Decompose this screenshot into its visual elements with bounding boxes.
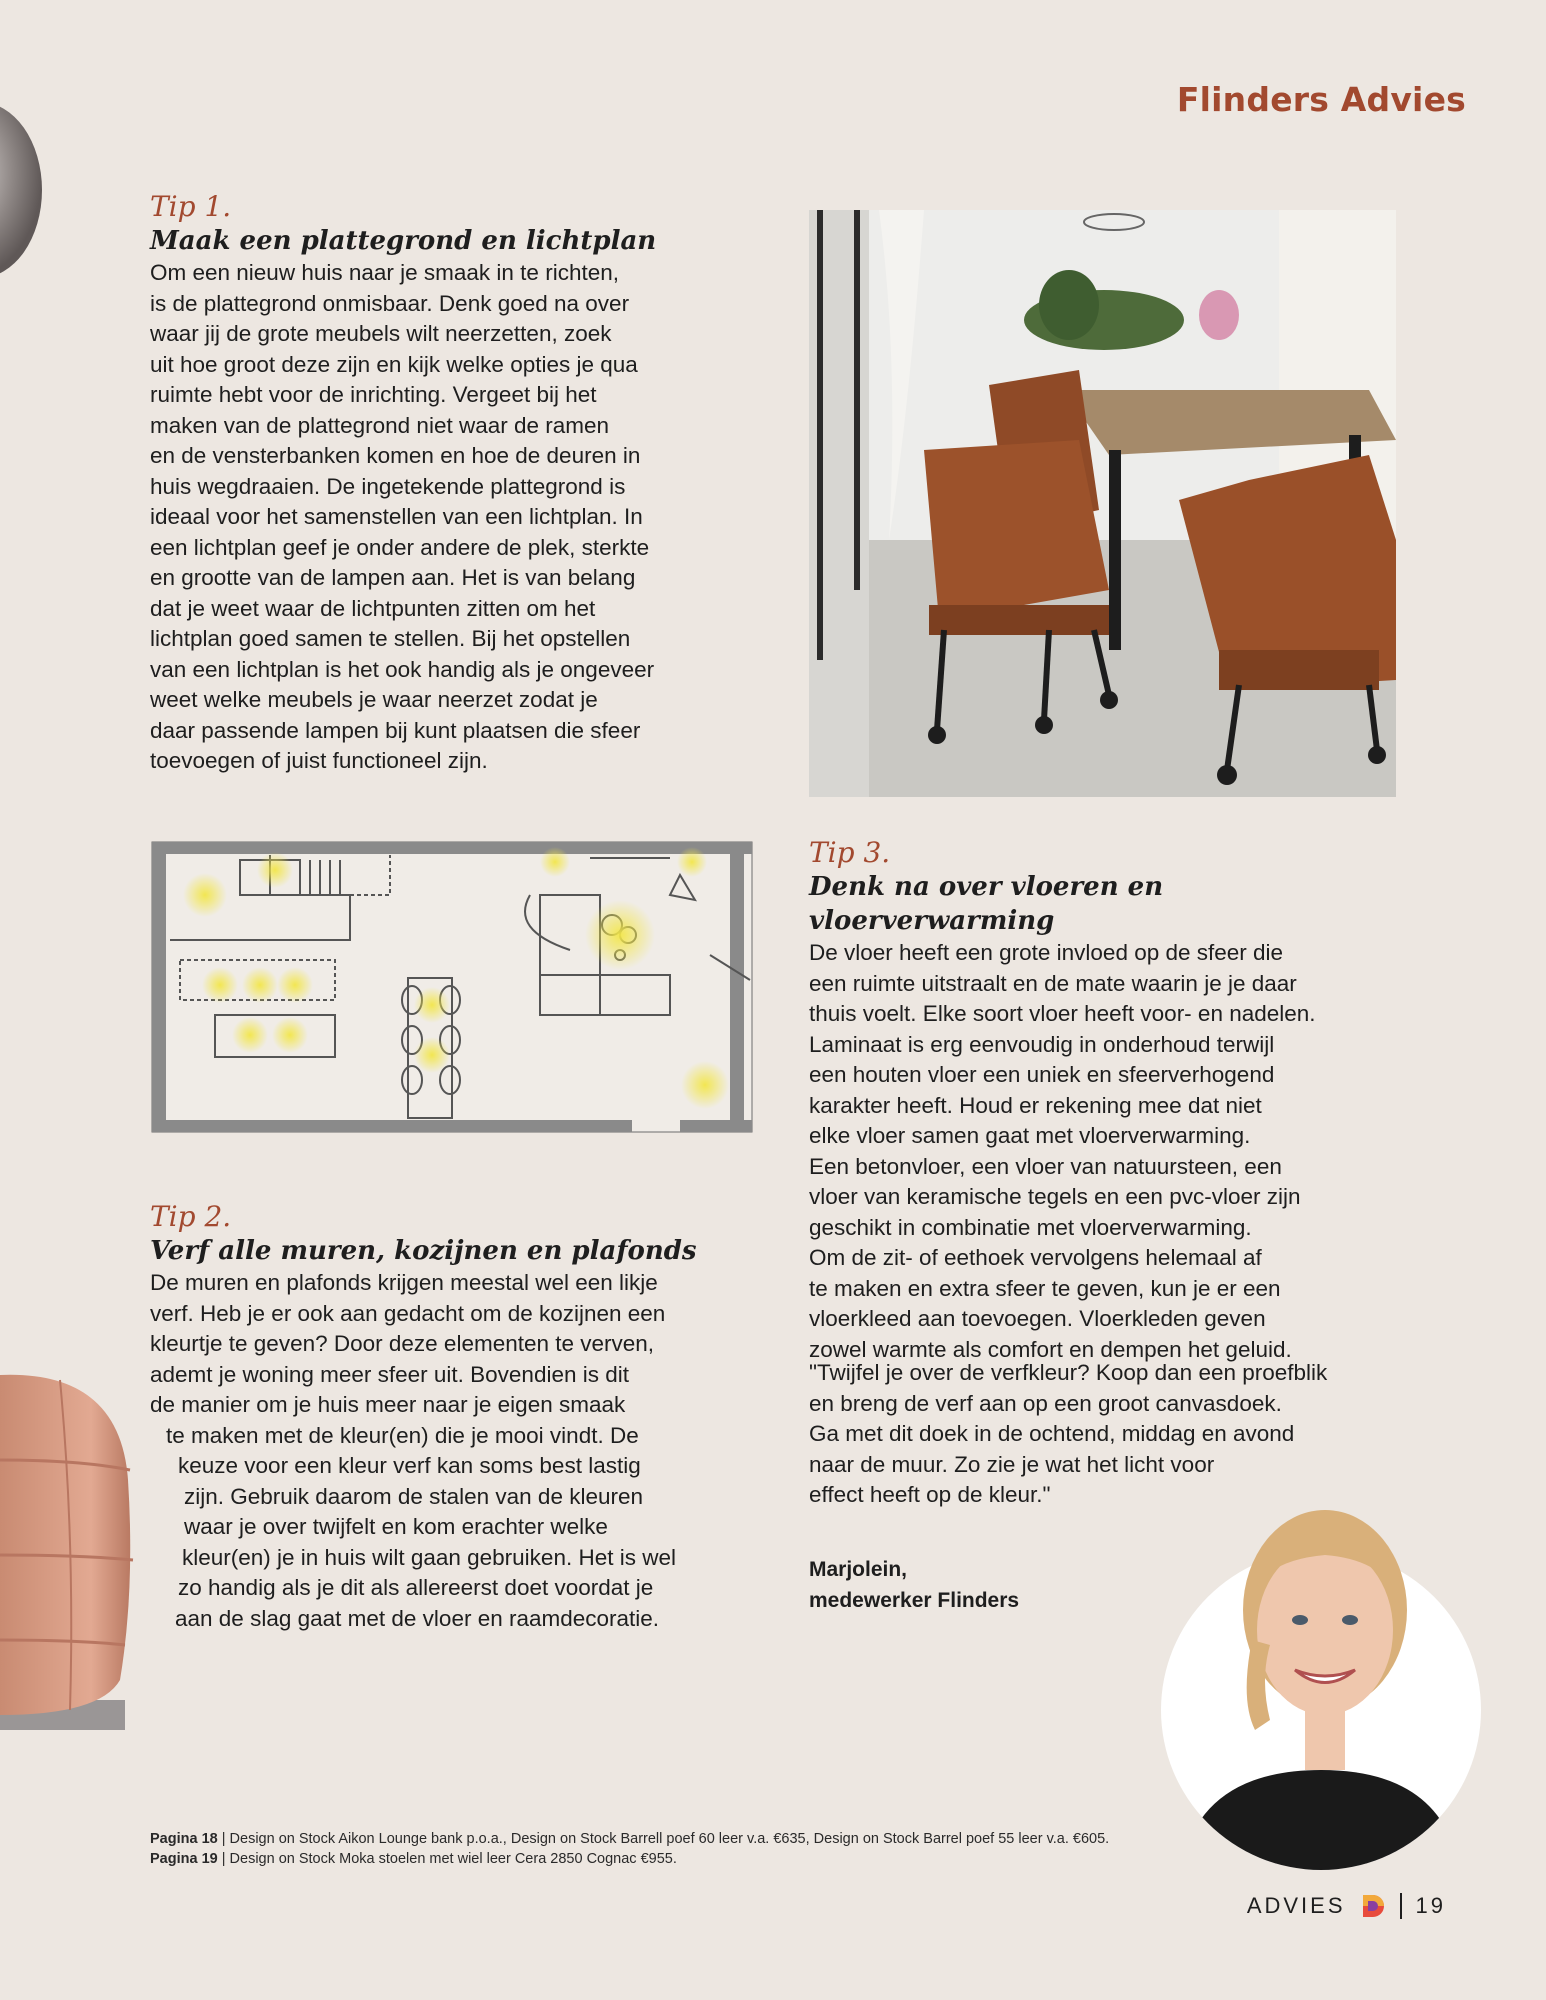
author-name: Marjolein, (809, 1558, 908, 1581)
tip-1-section (150, 190, 740, 777)
text-line: keuze voor een kleur verf kan soms best lastig (178, 1453, 641, 1478)
text-line: Om de zit- of eethoek vervolgens helemaal af (809, 1245, 1262, 1270)
text-line: De muren en plafonds krijgen meestal wel een likje (150, 1270, 658, 1295)
tip-2-section (150, 1200, 740, 1634)
text-line: waar je over twijfelt en kom erachter welke (184, 1514, 608, 1539)
tip-1-title: Maak een plattegrond en lichtplan (150, 226, 657, 256)
text-line: Een betonvloer, een vloer van natuursteen, een (809, 1153, 1282, 1179)
text-line: is de plattegrond onmisbaar. Denk goed na over (150, 290, 630, 316)
text-line: zo handig als je dit als allereerst doet voordat je (178, 1575, 654, 1600)
text-line: ideaal voor het samenstellen van een lichtplan. In (150, 504, 643, 529)
text-line: Om een nieuw huis naar je smaak in te richten, (150, 260, 619, 285)
brand-logo-icon (1360, 1893, 1386, 1919)
footnote-credits (150, 1829, 1130, 1869)
tip-3-body (809, 938, 1409, 1365)
text-line: dat je weet waar de lichtpunten zitten om het (150, 595, 596, 621)
text-line: een lichtplan geef je onder andere de plek, sterkte (150, 534, 650, 560)
quote-line: naar de muur. Zo zie je wat het licht voor (809, 1451, 1215, 1477)
footnote-label: Pagina 18 (150, 1831, 218, 1847)
text-line: een ruimte uitstraalt en de mate waarin je je daar (809, 970, 1297, 996)
section-label: ADVIES (1246, 1893, 1346, 1918)
text-line: ademt je woning meer sfeer uit. Bovendien is dit (150, 1361, 630, 1387)
footnote-text: | Design on Stock Moka stoelen met wiel leer Cera 2850 Cognac €955. (217, 1851, 677, 1867)
author-portrait (1160, 1470, 1482, 1870)
text-line: van een lichtplan is het ook handig als je ongeveer (150, 656, 655, 682)
dining-room-photo (809, 210, 1396, 797)
text-line: Laminaat is erg eenvoudig in onderhoud terwijl (809, 1031, 1275, 1057)
text-line: te maken en extra sfeer te geven, kun je er een (809, 1275, 1281, 1301)
text-line: ruimte hebt voor de inrichting. Vergeet bij het (150, 382, 597, 407)
tip-2-number: Tip 2. (150, 1200, 232, 1233)
quote-line: Ga met dit doek in de ochtend, middag en avond (809, 1421, 1295, 1446)
text-line: toevoegen of juist functioneel zijn. (150, 748, 488, 773)
text-line: en de vensterbanken komen en hoe de deuren in (150, 443, 641, 468)
text-line: vloerkleed aan toevoegen. Vloerkleden geven (809, 1306, 1266, 1331)
text-line: geschikt in combinatie met vloerverwarming. (809, 1214, 1252, 1240)
text-line: zijn. Gebruik daarom de stalen van de kleuren (184, 1483, 644, 1509)
tip-1-number: Tip 1. (150, 190, 232, 223)
text-line: kleurtje te geven? Door deze elementen te verven, (150, 1331, 655, 1356)
text-line: te maken met de kleur(en) die je mooi vindt. De (166, 1422, 639, 1448)
text-line: weet welke meubels je waar neerzet zodat je (150, 687, 598, 712)
text-line: aan de slag gaat met de vloer en raamdecoratie. (175, 1605, 660, 1631)
text-line: en grootte van de lampen aan. Het is van belang (150, 565, 636, 590)
text-line: waar jij de grote meubels wilt neerzetten, zoek (150, 321, 612, 346)
text-line: karakter heeft. Houd er rekening mee dat niet (809, 1092, 1262, 1118)
quote-line: "Twijfel je over de verfkleur? Koop dan een proefblik (809, 1360, 1328, 1385)
tip-3-number: Tip 3. (809, 836, 891, 869)
text-line: een houten vloer een uniek en sfeerverhogend (809, 1062, 1275, 1087)
floorplan-lightplan-drawing (150, 840, 760, 1140)
page-number: 19 (1415, 1893, 1446, 1918)
text-line: thuis voelt. Elke soort vloer heeft voor- en nadelen. (809, 1001, 1316, 1026)
text-line: De vloer heeft een grote invloed op de sfeer die (809, 940, 1284, 965)
quote-line: effect heeft op de kleur." (809, 1482, 1051, 1507)
pendant-lamp-image (0, 90, 50, 290)
author-role: medewerker Flinders (809, 1589, 1020, 1612)
quote-signature (809, 1554, 1209, 1616)
text-line: uit hoe groot deze zijn en kijk welke opties je qua (150, 351, 638, 377)
tip-2-title: Verf alle muren, kozijnen en plafonds (150, 1236, 697, 1266)
tip-1-body (150, 258, 740, 777)
footnote-label: Pagina 19 (150, 1851, 218, 1867)
tip-3-section (809, 836, 1409, 1365)
text-line: lichtplan goed samen te stellen. Bij het opstellen (150, 626, 631, 651)
page-footer (1247, 1890, 1446, 1922)
text-line: elke vloer samen gaat met vloerverwarming. (809, 1123, 1251, 1148)
text-line: huis wegdraaien. De ingetekende plattegrond is (150, 473, 626, 499)
footer-divider (1400, 1893, 1402, 1919)
text-line: daar passende lampen bij kunt plaatsen die sfeer (150, 717, 641, 743)
tip-2-body (150, 1268, 740, 1634)
text-line: maken van de plattegrond niet waar de ramen (150, 412, 610, 438)
footnote-text: | Design on Stock Aikon Lounge bank p.o.a., Design on Stock Barrell poef 60 leer v.a. €635, Design on Stock Barrel poef 55 leer v.a. €605. (217, 1831, 1110, 1847)
text-line: vloer van keramische tegels en een pvc-vloer zijn (809, 1184, 1301, 1209)
pouf-image (0, 1360, 140, 1760)
brand-heading: Flinders Advies (1176, 80, 1466, 119)
text-line: kleur(en) je in huis wilt gaan gebruiken. Het is wel (182, 1544, 676, 1570)
tip-3-title: Denk na over vloeren en vloerverwarming (809, 872, 1164, 936)
text-line: de manier om je huis meer naar je eigen smaak (150, 1392, 626, 1417)
text-line: verf. Heb je er ook aan gedacht om de kozijnen een (150, 1300, 666, 1326)
text-line: zowel warmte als comfort en dempen het geluid. (809, 1336, 1292, 1362)
quote-line: en breng de verf aan op een groot canvasdoek. (809, 1390, 1282, 1416)
